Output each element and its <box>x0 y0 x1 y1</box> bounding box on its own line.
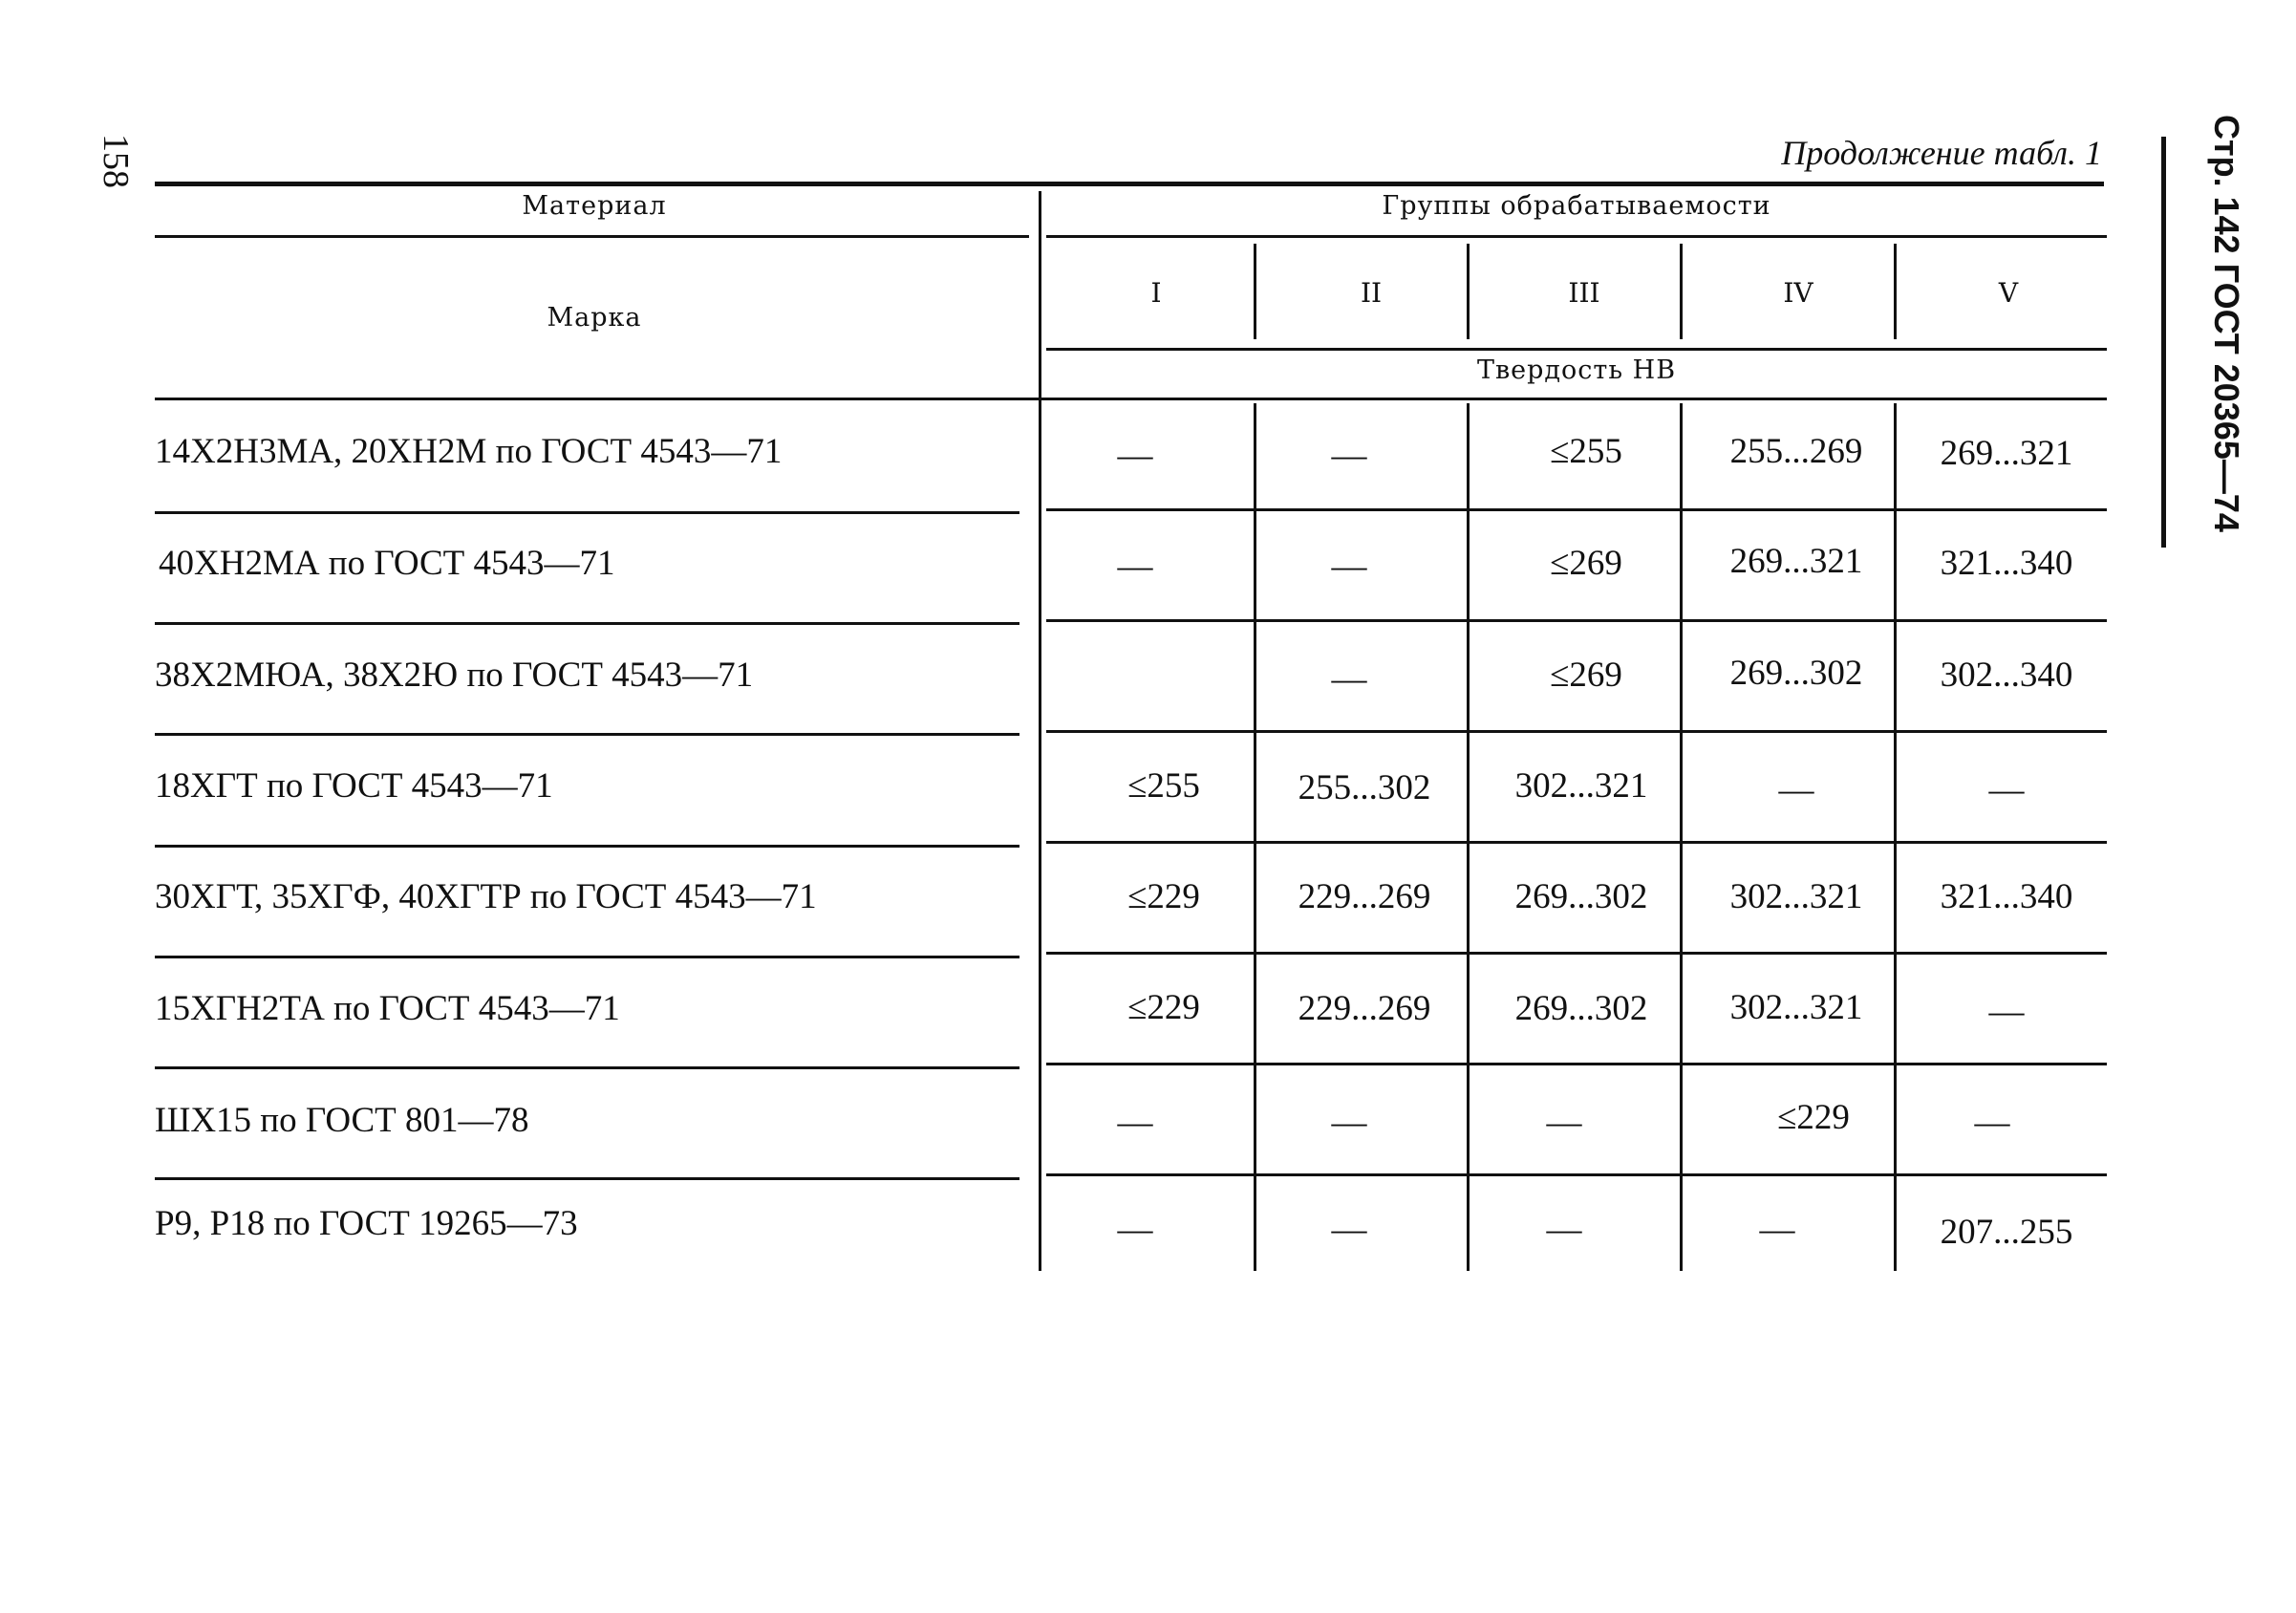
column-separator <box>1680 403 1683 1271</box>
column-separator <box>1254 244 1256 339</box>
group-header-4: IV <box>1783 277 1813 309</box>
side-header: Стр. 142 ГОСТ 20365—74 <box>2207 115 2246 532</box>
hardness-cell: — <box>1117 436 1153 475</box>
hardness-cell: 302...340 <box>1940 656 2073 695</box>
row-rule <box>155 1066 1019 1069</box>
side-header-rule <box>2161 137 2166 548</box>
column-separator <box>1680 244 1683 339</box>
hardness-cell: 321...340 <box>1940 877 2073 916</box>
row-rule <box>155 956 1019 958</box>
row-mark: 40ХН2МА по ГОСТ 4543—71 <box>159 544 615 583</box>
row-rule <box>1046 730 2107 733</box>
hardness-cell: ≤255 <box>1127 766 1200 806</box>
hardness-cell: — <box>1331 547 1367 586</box>
hardness-cell: 269...302 <box>1729 654 1863 693</box>
hardness-cell: — <box>1331 436 1367 475</box>
hardness-cell: ≤229 <box>1127 877 1200 916</box>
hardness-cell: 321...340 <box>1940 544 2073 583</box>
hardness-cell: — <box>1117 547 1153 586</box>
row-mark: 30ХГТ, 35ХГФ, 40ХГТР по ГОСТ 4543—71 <box>155 877 817 916</box>
hardness-cell: 255...302 <box>1298 768 1431 807</box>
row-rule <box>155 733 1019 736</box>
row-mark: 15ХГН2ТА по ГОСТ 4543—71 <box>155 989 620 1028</box>
row-mark: 38Х2МЮА, 38Х2Ю по ГОСТ 4543—71 <box>155 656 754 695</box>
row-rule <box>1046 508 2107 511</box>
group-header-5: V <box>1998 277 2019 309</box>
hardness-cell: 269...302 <box>1514 989 1648 1028</box>
row-rule <box>1046 952 2107 955</box>
group-header-2: II <box>1360 277 1383 309</box>
hardness-cell: 229...269 <box>1298 989 1431 1028</box>
hardness-cell: 269...321 <box>1940 434 2073 473</box>
hardness-cell: — <box>1988 992 2025 1031</box>
hardness-cell: — <box>1778 770 1814 809</box>
header-material: Материал <box>522 191 667 221</box>
header-rule <box>1046 235 2107 238</box>
hardness-cell: 207...255 <box>1940 1213 2073 1252</box>
hardness-cell: ≤269 <box>1550 544 1622 583</box>
row-mark: 14Х2Н3МА, 20ХН2М по ГОСТ 4543—71 <box>155 432 783 471</box>
hardness-cell: ≤269 <box>1550 656 1622 695</box>
hardness-cell: 302...321 <box>1514 766 1648 806</box>
hardness-cell: — <box>1988 770 2025 809</box>
row-rule <box>155 622 1019 625</box>
hardness-cell: 269...321 <box>1729 542 1863 581</box>
hardness-cell: — <box>1331 659 1367 699</box>
table-top-rule <box>155 182 2104 186</box>
hardness-cell: — <box>1117 1103 1153 1142</box>
hardness-cell: — <box>1331 1103 1367 1142</box>
hardness-cell: — <box>1759 1210 1795 1249</box>
hardness-cell: — <box>1974 1103 2010 1142</box>
header-bottom-rule <box>155 398 2107 400</box>
hardness-cell: ≤229 <box>1777 1098 1850 1137</box>
hardness-cell: 302...321 <box>1729 988 1863 1027</box>
header-mark: Марка <box>547 303 642 333</box>
hardness-cell: ≤255 <box>1550 432 1622 471</box>
column-separator <box>1894 244 1897 339</box>
hardness-cell: 255...269 <box>1729 432 1863 471</box>
header-rule <box>155 235 1029 238</box>
header-hardness: Твердость НВ <box>1476 355 1677 385</box>
hardness-cell: 269...302 <box>1514 877 1648 916</box>
continuation-caption: Продолжение табл. 1 <box>1781 134 2102 172</box>
hardness-cell: 229...269 <box>1298 877 1431 916</box>
header-groups: Группы обрабатываемости <box>1382 191 1771 221</box>
row-rule <box>1046 1173 2107 1176</box>
header-rule <box>1046 348 2107 351</box>
row-mark: Р9, Р18 по ГОСТ 19265—73 <box>155 1204 578 1243</box>
hardness-cell: — <box>1117 1210 1153 1249</box>
page-number: 158 <box>96 134 136 188</box>
row-rule <box>1046 619 2107 622</box>
column-separator <box>1467 244 1470 339</box>
group-header-1: I <box>1150 277 1162 309</box>
hardness-cell: 302...321 <box>1729 877 1863 916</box>
group-header-3: III <box>1568 277 1600 309</box>
row-rule <box>155 845 1019 848</box>
row-mark: ШХ15 по ГОСТ 801—78 <box>155 1101 529 1140</box>
hardness-cell: — <box>1546 1210 1582 1249</box>
row-rule <box>1046 841 2107 844</box>
hardness-cell: — <box>1546 1103 1582 1142</box>
hardness-cell: ≤229 <box>1127 988 1200 1027</box>
row-mark: 18ХГТ по ГОСТ 4543—71 <box>155 766 553 806</box>
row-rule <box>155 511 1019 514</box>
row-rule <box>1046 1063 2107 1065</box>
hardness-cell: — <box>1331 1210 1367 1249</box>
row-rule <box>155 1177 1019 1180</box>
